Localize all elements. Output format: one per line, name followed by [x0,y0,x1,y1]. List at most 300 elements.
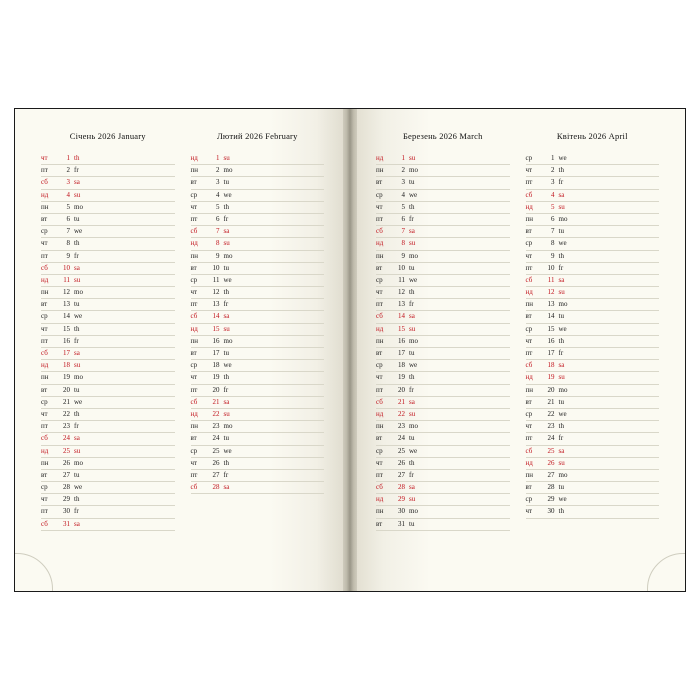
day-weekday-ua: чт [376,373,383,382]
day-row[interactable] [526,360,660,372]
day-weekday-en: tu [74,214,80,223]
day-row[interactable] [191,372,325,384]
day-weekday-en: we [409,446,418,455]
day-weekday-en: su [223,154,230,162]
day-row[interactable] [191,433,325,445]
day-weekday-en: th [74,239,80,248]
day-number: 3 [216,178,220,187]
day-weekday-en: su [223,409,230,418]
day-row[interactable] [526,482,660,494]
day-number: 19 [398,373,405,382]
day-weekday-ua: ср [41,312,48,321]
day-number: 23 [63,422,70,431]
day-row[interactable] [41,458,175,470]
day-number: 6 [551,214,555,223]
day-row[interactable] [526,275,660,287]
day-number: 22 [212,409,220,418]
day-weekday-en: sa [223,483,230,492]
day-row[interactable] [376,214,510,226]
day-number: 14 [63,312,70,321]
day-row[interactable] [376,397,510,409]
day-weekday-en: fr [74,336,79,345]
day-weekday-ua: нд [376,154,384,162]
day-number: 8 [66,239,70,248]
day-number: 9 [551,251,555,260]
day-row[interactable] [41,324,175,336]
day-weekday-en: we [558,495,567,504]
day-number: 24 [63,434,70,443]
day-weekday-en: tu [409,263,415,272]
day-weekday-en: sa [409,227,415,236]
day-weekday-ua: нд [190,154,198,162]
day-weekday-en: sa [223,312,230,321]
day-row[interactable] [376,348,510,360]
day-weekday-ua: пт [190,214,198,223]
day-row[interactable] [376,299,510,311]
day-row[interactable] [376,372,510,384]
day-row[interactable] [191,202,325,214]
day-number: 25 [398,446,405,455]
day-weekday-en: mo [223,251,233,260]
day-list-february [191,153,325,494]
day-row[interactable] [526,409,660,421]
day-weekday-ua: пт [41,336,48,345]
day-row[interactable] [526,470,660,482]
day-weekday-en: fr [74,507,79,516]
day-row[interactable] [376,421,510,433]
day-number: 22 [398,409,405,418]
day-weekday-en: mo [558,214,568,223]
day-number: 15 [212,324,220,333]
day-number: 1 [66,154,70,162]
day-row[interactable] [526,202,660,214]
day-weekday-en: th [223,202,229,211]
day-row[interactable] [41,177,175,189]
day-row[interactable] [191,470,325,482]
day-row[interactable] [191,299,325,311]
day-number: 11 [547,275,555,284]
day-weekday-ua: чт [525,336,533,345]
day-row[interactable] [376,385,510,397]
day-weekday-ua: вт [190,178,197,187]
day-number: 4 [66,190,70,199]
day-weekday-en: mo [409,251,418,260]
day-weekday-en: th [409,202,415,211]
day-weekday-ua: пт [190,300,198,309]
day-number: 7 [66,227,70,236]
day-weekday-ua: пт [376,214,383,223]
day-row[interactable] [526,287,660,299]
day-weekday-en: fr [223,300,229,309]
day-weekday-ua: нд [190,239,198,248]
day-row[interactable] [526,458,660,470]
day-weekday-ua: чт [190,458,198,467]
day-list-march [376,153,510,531]
day-weekday-en: we [74,483,83,492]
day-row[interactable] [41,433,175,445]
day-row[interactable] [41,397,175,409]
day-row[interactable] [526,372,660,384]
day-row[interactable] [376,336,510,348]
day-weekday-ua: чт [190,288,198,297]
day-weekday-ua: сб [41,178,48,187]
day-row[interactable] [526,226,660,238]
day-weekday-en: tu [558,227,564,236]
day-number: 18 [547,361,555,370]
day-row[interactable] [191,409,325,421]
day-row[interactable] [191,238,325,250]
day-row[interactable] [191,226,325,238]
day-row[interactable] [526,190,660,202]
day-weekday-en: mo [409,336,418,345]
day-row[interactable] [526,336,660,348]
day-row[interactable] [526,311,660,323]
day-weekday-ua: пт [376,470,383,479]
day-weekday-en: th [74,409,80,418]
day-number: 9 [401,251,405,260]
day-weekday-ua: сб [376,483,383,492]
day-row[interactable] [376,311,510,323]
day-row[interactable] [191,214,325,226]
day-row[interactable] [41,421,175,433]
day-weekday-ua: сб [190,397,198,406]
day-row[interactable] [41,275,175,287]
day-weekday-en: th [558,251,564,260]
day-weekday-ua: пн [41,288,49,297]
day-row[interactable] [191,458,325,470]
day-weekday-en: we [223,275,232,284]
day-number: 22 [63,409,70,418]
day-weekday-en: tu [223,349,229,357]
day-weekday-ua: чт [525,507,533,516]
day-row[interactable] [41,494,175,506]
day-row[interactable] [191,446,325,458]
day-weekday-ua: нд [376,324,384,333]
day-weekday-en: tu [74,470,80,479]
day-weekday-ua: пт [41,507,48,516]
day-row[interactable] [191,275,325,287]
day-number: 14 [212,312,220,321]
day-row[interactable] [41,190,175,202]
day-weekday-en: tu [558,483,564,492]
day-row[interactable] [526,299,660,311]
day-row[interactable] [191,348,325,360]
day-row[interactable] [41,202,175,214]
day-weekday-ua: чт [525,166,533,175]
day-weekday-en: we [409,190,418,199]
day-weekday-ua: нд [41,361,49,370]
day-weekday-ua: ср [190,361,198,370]
day-row[interactable] [41,214,175,226]
month-column-april [518,131,668,581]
day-weekday-en: we [74,397,83,406]
day-weekday-en: fr [558,263,564,272]
day-weekday-ua: чт [190,373,198,382]
day-row[interactable] [526,348,660,360]
day-weekday-ua: вт [525,483,532,492]
day-row[interactable] [526,238,660,250]
day-row[interactable] [376,519,510,531]
day-weekday-ua: ср [41,483,48,492]
day-number: 16 [398,336,405,345]
day-row[interactable] [376,153,510,165]
day-number: 13 [398,300,405,309]
day-weekday-ua: нд [41,275,49,284]
day-number: 17 [63,349,70,357]
day-row[interactable] [376,324,510,336]
day-number: 24 [212,434,220,443]
day-row[interactable] [41,506,175,518]
day-number: 8 [216,239,220,248]
day-row[interactable] [41,287,175,299]
day-row[interactable] [191,177,325,189]
day-weekday-en: fr [223,214,229,223]
day-weekday-en: th [74,324,80,333]
day-weekday-ua: ср [41,397,48,406]
day-row[interactable] [41,336,175,348]
day-number: 18 [398,361,405,370]
day-row[interactable] [376,458,510,470]
day-weekday-en: tu [223,178,229,187]
day-row[interactable] [376,409,510,421]
day-weekday-ua: ср [376,275,383,284]
day-row[interactable] [191,397,325,409]
day-row[interactable] [526,177,660,189]
day-weekday-en: th [558,507,564,516]
day-weekday-en: we [558,324,567,333]
day-number: 5 [66,202,70,211]
day-weekday-ua: пт [525,178,533,187]
day-row[interactable] [376,506,510,518]
day-number: 21 [547,397,555,406]
day-row[interactable] [526,397,660,409]
day-weekday-ua: сб [41,263,48,272]
day-weekday-ua: вт [190,263,197,272]
day-number: 25 [63,446,70,455]
month-title-january: Січень 2026 January [69,131,146,141]
day-number: 21 [63,397,70,406]
day-number: 27 [63,470,70,479]
day-row[interactable] [41,299,175,311]
day-row[interactable] [41,519,175,531]
day-row[interactable] [376,482,510,494]
day-row[interactable] [526,421,660,433]
day-number: 23 [212,422,220,431]
day-weekday-ua: пт [525,434,533,443]
day-weekday-en: tu [223,434,229,443]
right-page-columns [368,131,667,581]
day-number: 17 [212,349,220,357]
day-row[interactable] [41,226,175,238]
day-number: 7 [216,227,220,236]
day-row[interactable] [191,482,325,494]
day-weekday-en: th [558,422,564,431]
day-row[interactable] [191,153,325,165]
day-weekday-en: th [558,336,564,345]
day-row[interactable] [41,238,175,250]
day-row[interactable] [526,506,660,518]
day-number: 19 [63,373,70,382]
day-weekday-ua: пт [41,422,48,431]
day-number: 7 [401,227,405,236]
day-weekday-en: th [558,166,564,175]
day-number: 10 [63,263,70,272]
day-weekday-ua: пн [376,251,384,260]
day-row[interactable] [191,385,325,397]
day-weekday-ua: вт [376,349,383,357]
day-row[interactable] [191,287,325,299]
day-row[interactable] [41,311,175,323]
day-number: 9 [66,251,70,260]
day-weekday-en: fr [74,422,79,431]
day-row[interactable] [41,385,175,397]
day-row[interactable] [191,251,325,263]
day-weekday-en: tu [409,434,415,443]
day-weekday-ua: пн [525,300,533,309]
day-weekday-en: su [558,202,565,211]
day-weekday-ua: ср [190,446,198,455]
day-row[interactable] [526,165,660,177]
day-row[interactable] [376,446,510,458]
day-row[interactable] [41,348,175,360]
day-number: 16 [547,336,555,345]
day-row[interactable] [41,446,175,458]
day-weekday-en: sa [74,263,80,272]
day-row[interactable] [526,433,660,445]
day-row[interactable] [376,165,510,177]
day-weekday-ua: нд [525,373,533,382]
day-row[interactable] [191,421,325,433]
day-weekday-ua: пн [376,422,384,431]
day-number: 10 [547,263,555,272]
day-number: 10 [212,263,220,272]
day-row[interactable] [376,275,510,287]
day-row[interactable] [376,251,510,263]
day-weekday-ua: вт [376,178,383,187]
planner-spread [14,108,686,592]
day-number: 10 [398,263,405,272]
day-weekday-ua: нд [525,202,533,211]
day-row[interactable] [41,372,175,384]
day-row[interactable] [376,360,510,372]
day-row[interactable] [526,385,660,397]
day-weekday-ua: нд [190,324,198,333]
day-weekday-en: we [409,275,418,284]
day-weekday-en: fr [409,470,414,479]
day-row[interactable] [191,360,325,372]
day-row[interactable] [41,470,175,482]
day-row[interactable] [41,482,175,494]
day-weekday-en: mo [74,288,83,297]
day-weekday-ua: вт [190,349,197,357]
day-row[interactable] [41,360,175,372]
day-row[interactable] [41,153,175,165]
day-weekday-en: th [409,288,415,297]
day-row[interactable] [526,324,660,336]
day-row[interactable] [376,238,510,250]
day-weekday-ua: вт [41,300,48,309]
day-number: 12 [212,288,220,297]
day-number: 13 [63,300,70,309]
day-weekday-en: su [409,495,416,504]
day-number: 5 [401,202,405,211]
day-weekday-ua: вт [376,434,383,443]
day-weekday-en: mo [74,373,83,382]
day-number: 31 [398,519,405,528]
day-row[interactable] [526,153,660,165]
day-number: 15 [398,324,405,333]
day-weekday-ua: пн [525,214,533,223]
day-number: 6 [66,214,70,223]
day-row[interactable] [41,409,175,421]
day-weekday-en: su [409,324,416,333]
day-row[interactable] [526,494,660,506]
day-row[interactable] [191,263,325,275]
day-row[interactable] [376,470,510,482]
day-row[interactable] [376,287,510,299]
day-weekday-en: fr [409,214,414,223]
day-weekday-en: mo [409,507,418,516]
day-weekday-ua: нд [376,409,384,418]
day-weekday-ua: ср [525,495,533,504]
day-row[interactable] [191,165,325,177]
day-number: 19 [212,373,220,382]
day-weekday-ua: пт [41,251,48,260]
day-number: 20 [63,385,70,394]
day-row[interactable] [376,202,510,214]
day-row[interactable] [191,311,325,323]
day-row[interactable] [41,251,175,263]
month-title-february: Лютий 2026 February [216,131,298,141]
day-number: 21 [398,397,405,406]
day-weekday-en: sa [409,312,415,321]
day-weekday-ua: пн [41,373,49,382]
day-weekday-en: we [558,154,567,162]
day-number: 28 [398,483,405,492]
day-row[interactable] [526,214,660,226]
day-row[interactable] [376,226,510,238]
day-weekday-en: tu [223,263,229,272]
day-number: 29 [398,495,405,504]
day-row[interactable] [41,165,175,177]
day-number: 16 [212,336,220,345]
day-row[interactable] [191,190,325,202]
day-number: 17 [547,349,555,357]
day-row[interactable] [376,433,510,445]
day-row[interactable] [526,446,660,458]
day-number: 15 [547,324,555,333]
day-row[interactable] [191,336,325,348]
day-row[interactable] [376,190,510,202]
day-number: 29 [63,495,70,504]
day-weekday-en: su [223,239,230,248]
day-weekday-en: mo [558,470,568,479]
day-row[interactable] [526,263,660,275]
day-row[interactable] [41,263,175,275]
day-number: 8 [551,239,555,248]
day-weekday-en: fr [409,300,414,309]
day-row[interactable] [376,177,510,189]
day-weekday-ua: пт [376,385,383,394]
day-row[interactable] [191,324,325,336]
day-weekday-en: tu [74,300,80,309]
day-weekday-ua: ср [190,190,198,199]
day-row[interactable] [526,251,660,263]
day-weekday-ua: пт [525,349,533,357]
day-weekday-en: th [74,154,80,162]
day-row[interactable] [376,494,510,506]
day-row[interactable] [376,263,510,275]
